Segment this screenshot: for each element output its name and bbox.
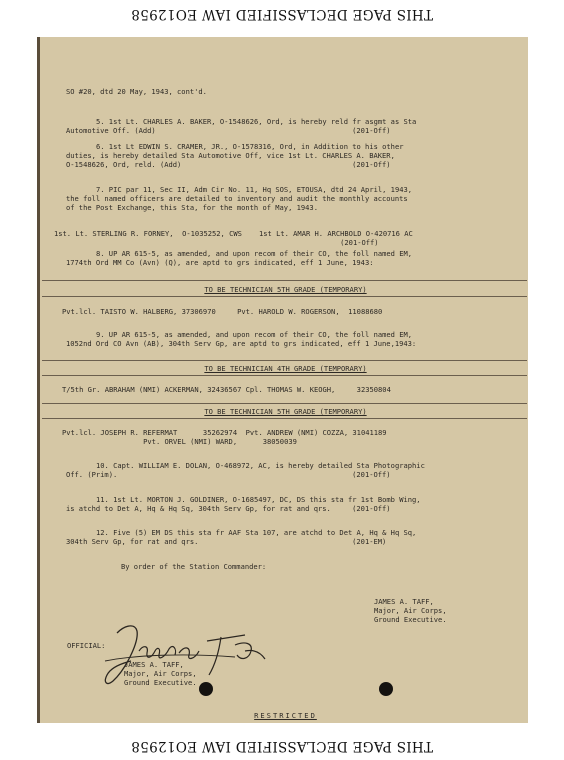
signer-name: JAMES A. TAFF, — [374, 597, 434, 606]
paragraph-11-line-1: 11. 1st Lt. MORTON J. GOLDINER, O-1685497, DC, DS this sta fr 1st Bomb Wing, — [96, 495, 421, 504]
paragraph-10-line-2: Off. (Prim). (201-Off) — [66, 470, 391, 479]
rule — [42, 418, 527, 419]
grade-heading-1: TO BE TECHNICIAN 5TH GRADE (TEMPORARY) — [204, 285, 367, 294]
paragraph-9-names-b-line-1: Pvt.lcl. JOSEPH R. REFERMAT 35262974 Pvt. ANDREW (NMI) COZZA, 31041189 — [62, 428, 387, 437]
paragraph-12-line-2: 304th Serv Gp, for rat and qrs. (201-EM) — [66, 537, 387, 546]
rule — [42, 280, 527, 281]
declassified-banner-top: THIS PAGE DECLASSIFIED IAW EO12958 — [131, 6, 433, 22]
paragraph-8-line-2: 1774th Ord MM Co (Avn) (Q), are aptd to grs indicated, eff 1 June, 1943: — [66, 258, 374, 267]
binder-hole — [379, 682, 393, 696]
rule — [42, 403, 527, 404]
paragraph-7-names-file: (201-Off) — [54, 238, 379, 247]
grade-heading-3: TO BE TECHNICIAN 5TH GRADE (TEMPORARY) — [204, 407, 367, 416]
paragraph-6-line-2: duties, is hereby detailed Sta Automotive Off, vice 1st Lt. CHARLES A. BAKER, — [66, 151, 395, 160]
rule — [42, 296, 527, 297]
grade-heading-2: TO BE TECHNICIAN 4TH GRADE (TEMPORARY) — [204, 364, 367, 373]
paragraph-6-line-1: 6. 1st Lt EDWIN S. CRAMER, JR., O-1578316, Ord, in Addition to his other — [96, 142, 404, 151]
paragraph-8-names: Pvt.lcl. TAISTO W. HALBERG, 37306970 Pvt. HAROLD W. ROGERSON, 11088680 — [62, 307, 383, 316]
paragraph-10-line-1: 10. Capt. WILLIAM E. DOLAN, O-468972, AC, is hereby detailed Sta Photographic — [96, 461, 425, 470]
paragraph-9-names-a: T/5th Gr. ABRAHAM (NMI) ACKERMAN, 32436567 Cpl. THOMAS W. KEOGH, 32350804 — [62, 385, 391, 394]
signer-title: Ground Executive. — [374, 615, 447, 624]
paragraph-9-names-b-line-2: Pvt. ORVEL (NMI) WARD, 38050039 — [62, 437, 297, 446]
document-header: SO #20, dtd 20 May, 1943, cont'd. — [66, 87, 207, 96]
paragraph-7-line-3: of the Post Exchange, this Sta, for the month of May, 1943. — [66, 203, 318, 212]
official-title: Ground Executive. — [124, 678, 197, 687]
handwritten-signature — [95, 615, 275, 690]
paragraph-12-line-1: 12. Five (5) EM DS this sta fr AAF Sta 107, are atchd to Det A, Hq & Hq Sq, — [96, 528, 417, 537]
paragraph-5-line-2: Automotive Off. (Add) (201-Off) — [66, 126, 391, 135]
rule — [42, 360, 527, 361]
signer-rank: Major, Air Corps, — [374, 606, 447, 615]
paragraph-9-line-1: 9. UP AR 615-5, as amended, and upon recom of their CO, the foll named EM, — [96, 330, 413, 339]
paragraph-7-names: 1st. Lt. STERLING R. FORNEY, O-1035252, CWS 1st Lt. AMAR H. ARCHBOLD O-420716 AC — [54, 229, 413, 238]
paragraph-8-line-1: 8. UP AR 615-5, as amended, and upon recom of their CO, the foll named EM, — [96, 249, 413, 258]
paragraph-6-line-3: O-1548626, Ord, reld. (Add) (201-Off) — [66, 160, 391, 169]
binder-hole — [199, 682, 213, 696]
paragraph-7-line-2: the foll named officers are detailed to inventory and audit the monthly accounts — [66, 194, 408, 203]
order-by-line: By order of the Station Commander: — [121, 562, 267, 571]
official-rank: Major, Air Corps, — [124, 669, 197, 678]
restricted-footer: RESTRICTED — [254, 711, 317, 720]
rule — [42, 375, 527, 376]
paragraph-11-line-2: is atchd to Det A, Hq & Hq Sq, 304th Serv Gp, for rat and qrs. (201-Off) — [66, 504, 391, 513]
paragraph-5-line-1: 5. 1st Lt. CHARLES A. BAKER, O-1548626, Ord, is hereby reld fr asgmt as Sta — [96, 117, 417, 126]
document-page — [37, 37, 528, 723]
official-name: JAMES A. TAFF, — [124, 660, 184, 669]
official-label: OFFICIAL: — [67, 641, 106, 650]
paragraph-7-line-1: 7. PIC par 11, Sec II, Adm Cir No. 11, Hq SOS, ETOUSA, dtd 24 April, 1943, — [96, 185, 413, 194]
declassified-banner-bottom: THIS PAGE DECLASSIFIED IAW EO12958 — [131, 738, 433, 754]
paragraph-9-line-2: 1052nd Ord CO Avn (AB), 304th Serv Gp, are aptd to grs indicated, eff 1 June,1943: — [66, 339, 417, 348]
